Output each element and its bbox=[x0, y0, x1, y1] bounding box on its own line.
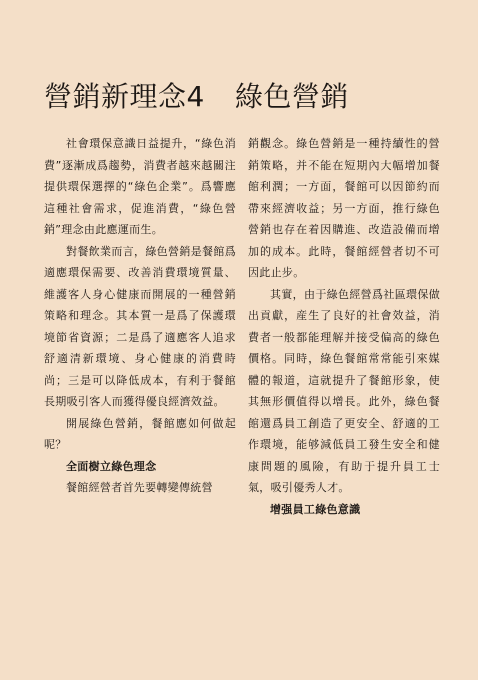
paragraph: 對餐飲業而言，綠色營銷是餐館爲適應環保需要、改善消費環境質量、維護客人身心健康而開展的一種營銷策略和理念。其本質一是爲了保護環境節省資源；二是爲了適應客人追求舒適清新環境、身心健康的消費時尚；三是可以降低成本，有利于餐館長期吸引客人而獲得優良經濟效益。 bbox=[44, 244, 236, 408]
right-column bbox=[248, 133, 440, 520]
paragraph: 其實，由于綠色經營爲社區環保做出貢獻，産生了良好的社會效益，消費者一般都能理解并接受偏高的綠色價格。同時，綠色餐館常常能引來媒體的報道，這就提升了餐館形象，使其無形價值得以增長。此外，綠色餐館還爲員工創造了更安全、舒適的工作環境，能够減低員工發生安全和健康問題的風險，有助于提升員工士氣，吸引優秀人才。 bbox=[248, 287, 440, 494]
paragraph: 銷觀念。綠色營銷是一種持續性的營銷策略，并不能在短期內大幅增加餐館利潤；一方面，餐館可以因節約而帶來經濟收益；另一方面，推行綠色營銷也存在着因購進、改造設備而增加的成本。此時，餐館經營者切不可因此止步。 bbox=[248, 137, 440, 279]
left-column bbox=[44, 133, 236, 499]
section-heading: 增强員工綠色意識 bbox=[270, 502, 361, 516]
page-title bbox=[44, 77, 349, 117]
title-series: 營銷新理念4 bbox=[44, 79, 205, 113]
title-topic: 綠色營銷 bbox=[234, 79, 349, 113]
paragraph: 餐館經營者首先要轉變傳統營 bbox=[66, 481, 213, 494]
section-heading: 全面樹立綠色理念 bbox=[66, 459, 157, 473]
paragraph: 社會環保意識日益提升，“綠色消費”逐漸成爲趨勢，消費者越來越關注提供環保選擇的“綠色企業”。爲響應這種社會需求，促進消費，“綠色營銷”理念由此應運而生。 bbox=[44, 137, 236, 236]
paragraph: 開展綠色營銷，餐館應如何做起呢？ bbox=[44, 416, 236, 451]
